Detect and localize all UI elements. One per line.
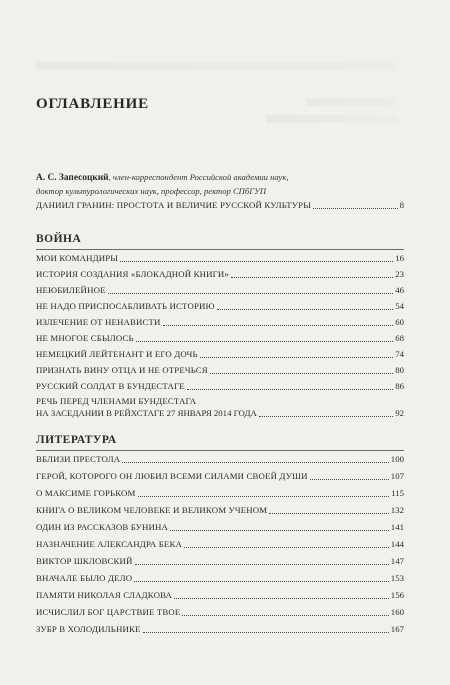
toc-entry[interactable] [36, 317, 404, 328]
toc-entry-title: НЕ МНОГОЕ СБЫЛОСЬ [36, 333, 134, 343]
toc-entry[interactable] [36, 349, 404, 360]
page-title: ОГЛАВЛЕНИЕ [36, 96, 149, 112]
toc-entry-page: 60 [395, 317, 404, 327]
toc-entry[interactable] [36, 488, 404, 499]
dot-leader [143, 632, 389, 633]
toc-entry[interactable] [36, 539, 404, 550]
dot-leader [170, 530, 389, 531]
toc-entry-page: 144 [390, 539, 404, 549]
toc-entry-page: 115 [391, 488, 404, 498]
toc-entry-title: ЗУБР В ХОЛОДИЛЬНИКЕ [36, 624, 141, 634]
toc-entry-page: 23 [395, 269, 404, 279]
toc-entry-title: ВБЛИЗИ ПРЕСТОЛА [36, 454, 121, 464]
dot-leader [122, 462, 389, 463]
toc-entry-title: ПАМЯТИ НИКОЛАЯ СЛАДКОВА [36, 590, 173, 600]
toc-entry-title-line1: РЕЧЬ ПЕРЕД ЧЛЕНАМИ БУНДЕСТАГА [36, 396, 197, 406]
toc-entry[interactable] [36, 253, 404, 264]
dot-leader [135, 564, 389, 565]
bleed-through-text [266, 115, 396, 123]
toc-entry-title: ВНАЧАЛЕ БЫЛО ДЕЛО [36, 573, 133, 583]
toc-entry-page: 107 [390, 471, 404, 481]
section-heading-literature: ЛИТЕРАТУРА [36, 434, 117, 446]
toc-entry[interactable] [36, 556, 404, 567]
toc-entry-title: ДАНИИЛ ГРАНИН: ПРОСТОТА И ВЕЛИЧИЕ РУССКОЙ КУЛЬТУРЫ [36, 200, 312, 210]
foreword-author [36, 171, 404, 197]
toc-entry-multiline[interactable] [36, 395, 404, 419]
dot-leader [138, 496, 390, 497]
toc-entry-page: 156 [390, 590, 404, 600]
toc-entry[interactable] [36, 624, 404, 635]
bleed-through-text [36, 62, 396, 70]
dot-leader [217, 309, 394, 310]
dot-leader [210, 373, 393, 374]
toc-entry-page: 132 [390, 505, 404, 515]
toc-entry-title: РУССКИЙ СОЛДАТ В БУНДЕСТАГЕ [36, 381, 185, 391]
bleed-through-text [306, 98, 396, 106]
toc-entry-title: НАЗНАЧЕНИЕ АЛЕКСАНДРА БЕКА [36, 539, 182, 549]
section-divider [36, 450, 404, 451]
toc-entry-title: ВИКТОР ШКЛОВСКИЙ [36, 556, 133, 566]
toc-entry-title: МОИ КОМАНДИРЫ [36, 253, 119, 263]
toc-entry-title: ПРИЗНАТЬ ВИНУ ОТЦА И НЕ ОТРЕЧЬСЯ [36, 365, 208, 375]
toc-entry-title: НЕМЕЦКИЙ ЛЕЙТЕНАНТ И ЕГО ДОЧЬ [36, 349, 198, 359]
toc-entry-title: КНИГА О ВЕЛИКОМ ЧЕЛОВЕКЕ И ВЕЛИКОМ УЧЕНОМ [36, 505, 268, 515]
toc-entry-page: 16 [395, 253, 404, 263]
dot-leader [269, 513, 389, 514]
dot-leader [313, 208, 398, 209]
toc-entry-title: НЕ НАДО ПРИСПОСАБЛИВАТЬ ИСТОРИЮ [36, 301, 215, 311]
dot-leader [163, 325, 394, 326]
toc-entry[interactable] [36, 505, 404, 516]
toc-entry-page: 160 [390, 607, 404, 617]
section-heading-war: ВОЙНА [36, 233, 82, 245]
toc-entry[interactable] [36, 590, 404, 601]
toc-entry-page: 54 [395, 301, 404, 311]
toc-entry-title: ИСЧИСЛИЛ БОГ ЦАРСТВИЕ ТВОЕ [36, 607, 181, 617]
dot-leader [182, 615, 388, 616]
toc-entry-title: НЕЮБИЛЕЙНОЕ [36, 285, 106, 295]
dot-leader [310, 479, 389, 480]
toc-entry-title: ГЕРОЙ, КОТОРОГО ОН ЛЮБИЛ ВСЕМИ СИЛАМИ СВОЕЙ ДУШИ [36, 471, 308, 481]
toc-entry[interactable] [36, 607, 404, 618]
author-credentials-sep: , [108, 172, 113, 182]
toc-entry-page: 74 [395, 349, 404, 359]
toc-entry-page: 80 [395, 365, 404, 375]
toc-entry[interactable] [36, 269, 404, 280]
dot-leader [174, 598, 389, 599]
toc-entry-page: 86 [395, 381, 404, 391]
toc-entry-intro[interactable] [36, 200, 404, 211]
toc-entry-title: ОДИН ИЗ РАССКАЗОВ БУНИНА [36, 522, 169, 532]
toc-entry-page: 100 [390, 454, 404, 464]
toc-entry-title: ИСТОРИЯ СОЗДАНИЯ «БЛОКАДНОЙ КНИГИ» [36, 269, 229, 279]
dot-leader [259, 416, 393, 417]
toc-entry[interactable] [36, 454, 404, 465]
toc-entry-page: 46 [395, 285, 404, 295]
dot-leader [108, 293, 394, 294]
author-credentials-line2: доктор культурологических наук, профессор, ректор СПбГУП [36, 185, 267, 196]
toc-entry[interactable] [36, 333, 404, 344]
toc-entry[interactable] [36, 301, 404, 312]
toc-entry-title: ИЗЛЕЧЕНИЕ ОТ НЕНАВИСТИ [36, 317, 161, 327]
toc-entry-title-line2: НА ЗАСЕДАНИИ В РЕЙХСТАГЕ 27 ЯНВАРЯ 2014 ГОДА [36, 408, 257, 418]
toc-entry[interactable] [36, 522, 404, 533]
toc-entry[interactable] [36, 285, 404, 296]
dot-leader [134, 581, 389, 582]
toc-entry-page: 92 [395, 408, 404, 418]
dot-leader [231, 277, 393, 278]
dot-leader [200, 357, 393, 358]
toc-entry[interactable] [36, 471, 404, 482]
author-name: А. С. Запесоцкий [36, 173, 109, 183]
toc-entry-page: 147 [390, 556, 404, 566]
toc-entry[interactable] [36, 365, 404, 376]
toc-entry[interactable] [36, 381, 404, 392]
author-credentials-line1: член-корреспондент Российской академии наук, [112, 172, 289, 182]
toc-entry-page: 68 [395, 333, 404, 343]
toc-entry-title: О МАКСИМЕ ГОРЬКОМ [36, 488, 136, 498]
dot-leader [184, 547, 389, 548]
dot-leader [120, 261, 393, 262]
toc-entry-page: 167 [390, 624, 404, 634]
toc-page [36, 0, 404, 685]
section-divider [36, 249, 404, 250]
toc-entry-page: 153 [390, 573, 404, 583]
dot-leader [136, 341, 393, 342]
toc-entry-page: 141 [390, 522, 404, 532]
toc-entry-page: 8 [399, 200, 404, 210]
dot-leader [187, 389, 393, 390]
toc-entry[interactable] [36, 573, 404, 584]
